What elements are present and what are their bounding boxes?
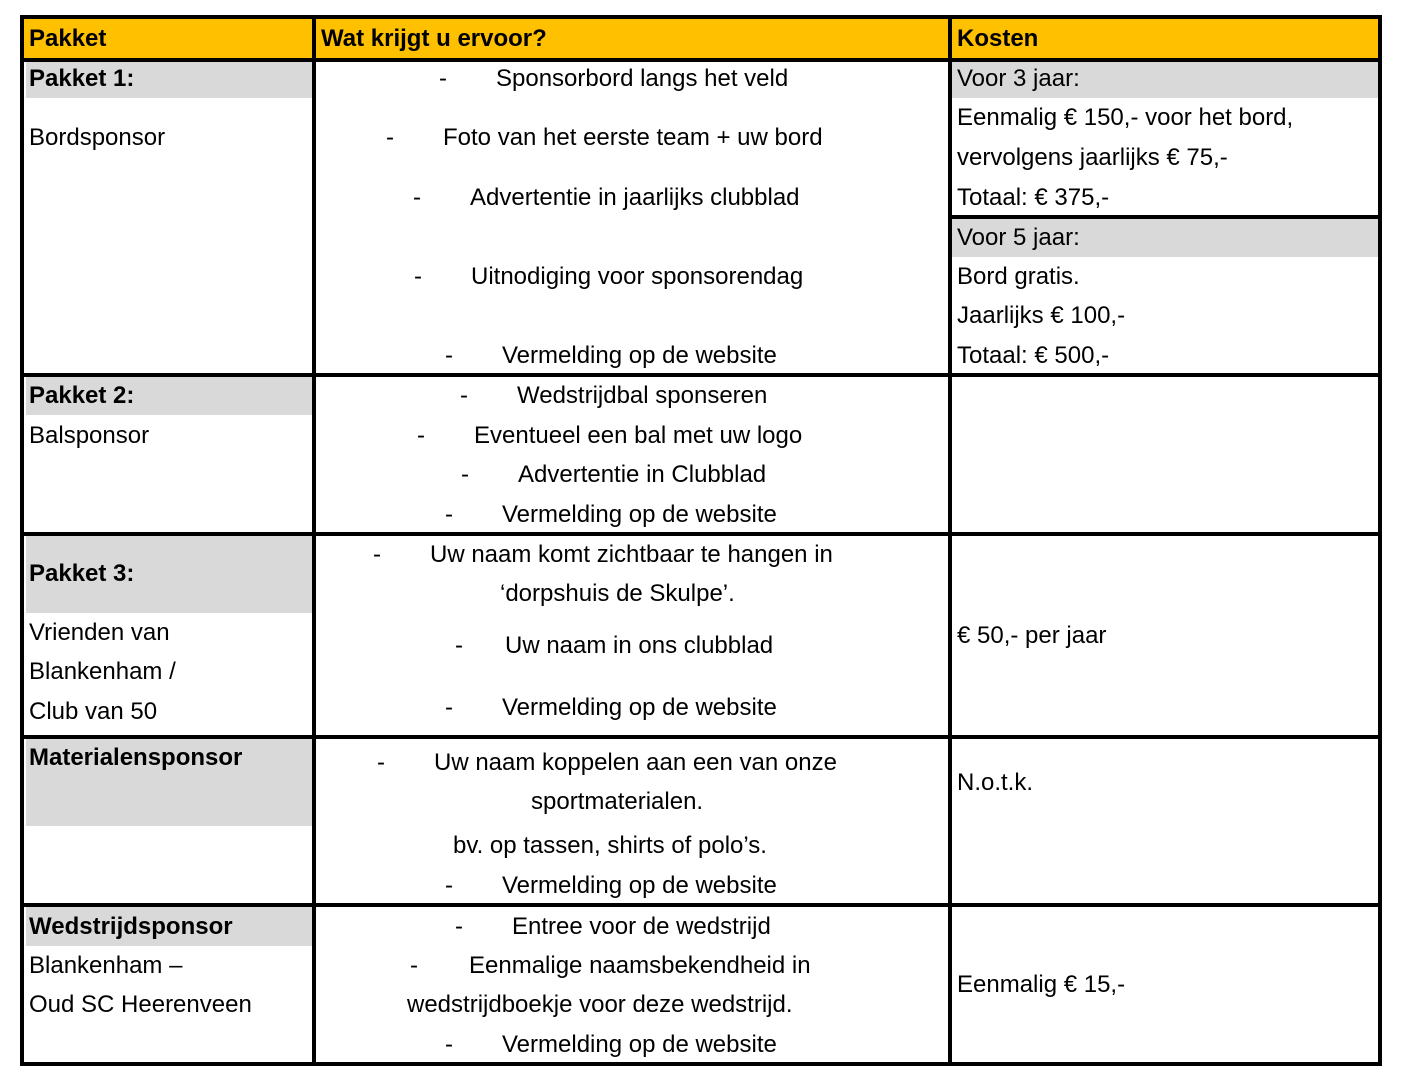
cost-line: vervolgens jaarlijks € 75,- xyxy=(957,144,1228,171)
benefit-item: Wedstrijdbal sponseren xyxy=(517,382,768,409)
bullet-dash: - xyxy=(461,461,469,488)
materialensponsor-cost: N.o.t.k. xyxy=(957,769,1034,796)
row-divider-3 xyxy=(20,735,1382,739)
bullet-dash: - xyxy=(439,65,447,92)
row-divider-2 xyxy=(20,532,1382,536)
wedstrijdsponsor-subtitle-line: Blankenham – xyxy=(29,952,183,979)
header-kosten: Kosten xyxy=(957,25,1039,52)
bullet-dash: - xyxy=(413,184,421,211)
table-border-top xyxy=(20,15,1382,19)
cost-subdivider-pakket-1 xyxy=(948,215,1382,219)
pakket-1-title: Pakket 1: xyxy=(29,65,135,92)
bullet-dash: - xyxy=(417,422,425,449)
benefit-item: Vermelding op de website xyxy=(502,694,777,721)
cost-line: Jaarlijks € 100,- xyxy=(957,302,1126,329)
bullet-dash: - xyxy=(445,872,453,899)
benefit-item-continuation: ‘dorpshuis de Skulpe’. xyxy=(500,580,735,607)
bullet-dash: - xyxy=(455,632,463,659)
benefit-item: Eventueel een bal met uw logo xyxy=(474,422,803,449)
cost-line: Bord gratis. xyxy=(957,263,1080,290)
benefit-item: Uw naam koppelen aan een van onze xyxy=(434,749,837,776)
benefit-item: Vermelding op de website xyxy=(502,872,777,899)
benefit-item-example: bv. op tassen, shirts of polo’s. xyxy=(453,832,767,859)
benefit-item: Uitnodiging voor sponsorendag xyxy=(471,263,804,290)
cost-heading-3-jaar: Voor 3 jaar: xyxy=(957,65,1080,92)
bullet-dash: - xyxy=(460,382,468,409)
benefit-item-continuation: wedstrijdboekje voor deze wedstrijd. xyxy=(407,991,793,1018)
pakket-3-subtitle-line: Blankenham / xyxy=(29,658,176,685)
benefit-item: Uw naam komt zichtbaar te hangen in xyxy=(430,541,833,568)
bullet-dash: - xyxy=(455,913,463,940)
pakket-3-subtitle-line: Club van 50 xyxy=(29,698,158,725)
pakket-1-subtitle: Bordsponsor xyxy=(29,124,166,151)
cost-line: Totaal: € 500,- xyxy=(957,342,1110,369)
bullet-dash: - xyxy=(445,1031,453,1058)
wedstrijdsponsor-title: Wedstrijdsponsor xyxy=(29,913,233,940)
benefit-item: Foto van het eerste team + uw bord xyxy=(443,124,823,151)
benefit-item: Eenmalige naamsbekendheid in xyxy=(469,952,811,979)
header-divider xyxy=(20,58,1382,62)
table-border-right xyxy=(1378,15,1382,1066)
materialensponsor-title: Materialensponsor xyxy=(29,744,243,771)
bullet-dash: - xyxy=(386,124,394,151)
cost-heading-5-jaar: Voor 5 jaar: xyxy=(957,224,1080,251)
wedstrijdsponsor-subtitle-line: Oud SC Heerenveen xyxy=(29,991,252,1018)
pakket-3-cost: € 50,- per jaar xyxy=(957,622,1107,649)
benefit-item: Vermelding op de website xyxy=(502,1031,777,1058)
header-wat-krijgt-u: Wat krijgt u ervoor? xyxy=(321,25,547,52)
header-pakket: Pakket xyxy=(29,25,107,52)
benefit-item-continuation: sportmaterialen. xyxy=(531,788,704,815)
benefit-item: Vermelding op de website xyxy=(502,501,777,528)
pakket-2-subtitle: Balsponsor xyxy=(29,422,150,449)
pakket-3-subtitle-line: Vrienden van xyxy=(29,619,170,646)
benefit-item: Advertentie in Clubblad xyxy=(518,461,767,488)
column-divider-1 xyxy=(312,15,316,1066)
wedstrijdsponsor-cost: Eenmalig € 15,- xyxy=(957,971,1126,998)
bullet-dash: - xyxy=(445,501,453,528)
column-divider-2 xyxy=(948,15,952,1066)
bullet-dash: - xyxy=(445,342,453,369)
bullet-dash: - xyxy=(445,694,453,721)
cost-line: Totaal: € 375,- xyxy=(957,184,1110,211)
bullet-dash: - xyxy=(410,952,418,979)
row-divider-4 xyxy=(20,903,1382,907)
benefit-item: Advertentie in jaarlijks clubblad xyxy=(470,184,800,211)
bullet-dash: - xyxy=(414,263,422,290)
benefit-item: Entree voor de wedstrijd xyxy=(512,913,771,940)
bullet-dash: - xyxy=(373,541,381,568)
pakket-3-title: Pakket 3: xyxy=(29,560,135,587)
bullet-dash: - xyxy=(377,749,385,776)
benefit-item: Uw naam in ons clubblad xyxy=(505,632,774,659)
pakket-2-title: Pakket 2: xyxy=(29,382,135,409)
table-border-bottom xyxy=(20,1062,1382,1066)
benefit-item: Sponsorbord langs het veld xyxy=(496,65,789,92)
row-divider-1 xyxy=(20,373,1382,377)
cost-line: Eenmalig € 150,- voor het bord, xyxy=(957,104,1294,131)
header-row-background xyxy=(22,18,1380,58)
benefit-item: Vermelding op de website xyxy=(502,342,777,369)
table-border-left xyxy=(20,15,24,1066)
